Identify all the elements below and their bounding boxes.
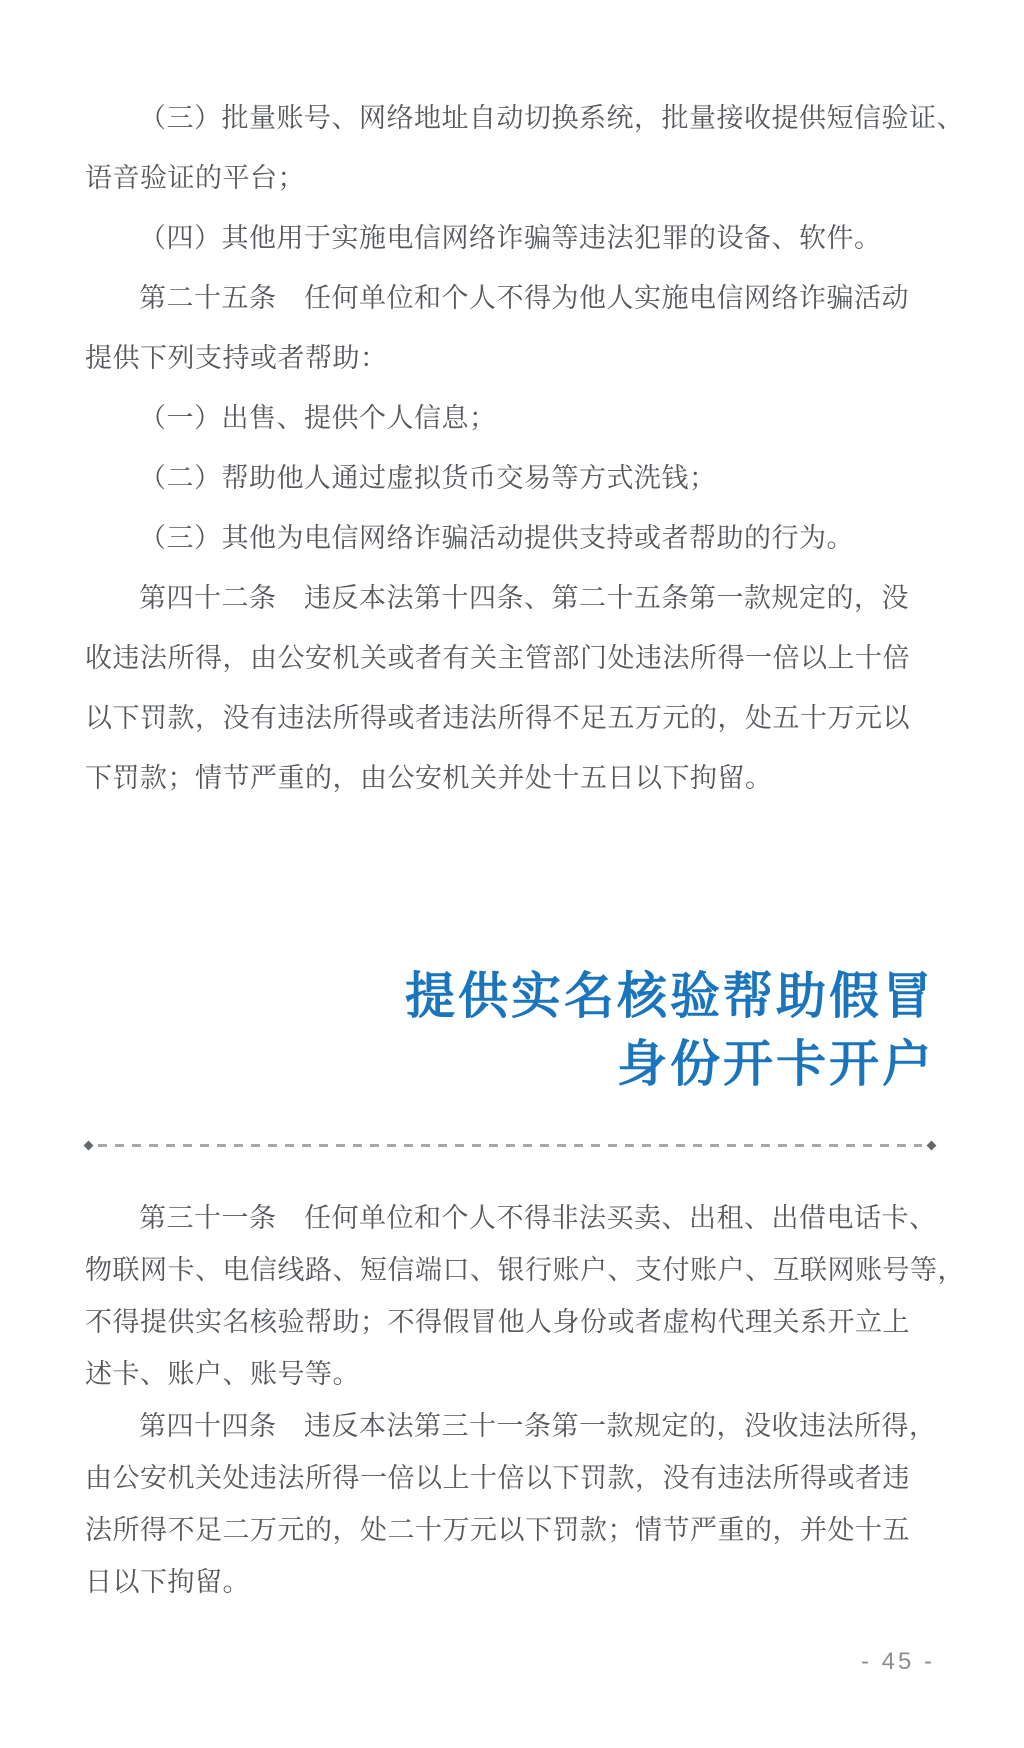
law-text-line: 第四十二条 违反本法第十四条、第二十五条第一款规定的，没 bbox=[139, 583, 909, 613]
dashed-divider bbox=[85, 1140, 935, 1150]
law-text-line: （四）其他用于实施电信网络诈骗等违法犯罪的设备、软件。 bbox=[139, 223, 882, 253]
law-text-line: 不得提供实名核验帮助；不得假冒他人身份或者虚构代理关系开立上 bbox=[85, 1307, 910, 1337]
divider-dash-line bbox=[98, 1144, 922, 1147]
law-text-line: （三）批量账号、网络地址自动切换系统，批量接收提供短信验证、 bbox=[139, 103, 964, 133]
divider-right-dot bbox=[927, 1140, 937, 1150]
law-text-line: 第三十一条 任何单位和个人不得非法买卖、出租、出借电话卡、 bbox=[139, 1203, 937, 1233]
section-title-line2: 身份开卡开户 bbox=[617, 1036, 935, 1092]
law-text-line: 述卡、账户、账号等。 bbox=[85, 1359, 360, 1389]
law-text-line: 第二十五条 任何单位和个人不得为他人实施电信网络诈骗活动 bbox=[139, 283, 909, 313]
law-text-line: 第四十四条 违反本法第三十一条第一款规定的，没收违法所得， bbox=[139, 1411, 937, 1441]
law-text-line: 以下罚款，没有违法所得或者违法所得不足五万元的，处五十万元以 bbox=[85, 703, 910, 733]
law-text-line: 提供下列支持或者帮助： bbox=[85, 343, 388, 373]
law-text-line: 下罚款；情节严重的，由公安机关并处十五日以下拘留。 bbox=[85, 763, 773, 793]
law-text-line: 由公安机关处违法所得一倍以上十倍以下罚款，没有违法所得或者违 bbox=[85, 1463, 910, 1493]
law-text-line: 物联网卡、电信线路、短信端口、银行账户、支付账户、互联网账号等， bbox=[85, 1255, 965, 1285]
section-title bbox=[85, 962, 935, 1098]
law-text-line: （三）其他为电信网络诈骗活动提供支持或者帮助的行为。 bbox=[139, 523, 854, 553]
page-number: - 45 - bbox=[860, 1648, 935, 1675]
law-text-line: 日以下拘留。 bbox=[85, 1567, 250, 1597]
law-text-line: 法所得不足二万元的，处二十万元以下罚款；情节严重的，并处十五 bbox=[85, 1515, 910, 1545]
divider-left-dot bbox=[84, 1140, 94, 1150]
law-text-line: （二）帮助他人通过虚拟货币交易等方式洗钱； bbox=[139, 463, 717, 493]
law-text-block-top bbox=[85, 88, 964, 808]
law-text-line: 语音验证的平台； bbox=[85, 163, 305, 193]
law-text-block-bottom bbox=[85, 1192, 965, 1608]
law-text-line: （一）出售、提供个人信息； bbox=[139, 403, 497, 433]
section-title-line1: 提供实名核验帮助假冒 bbox=[405, 968, 935, 1024]
law-text-line: 收违法所得，由公安机关或者有关主管部门处违法所得一倍以上十倍 bbox=[85, 643, 910, 673]
